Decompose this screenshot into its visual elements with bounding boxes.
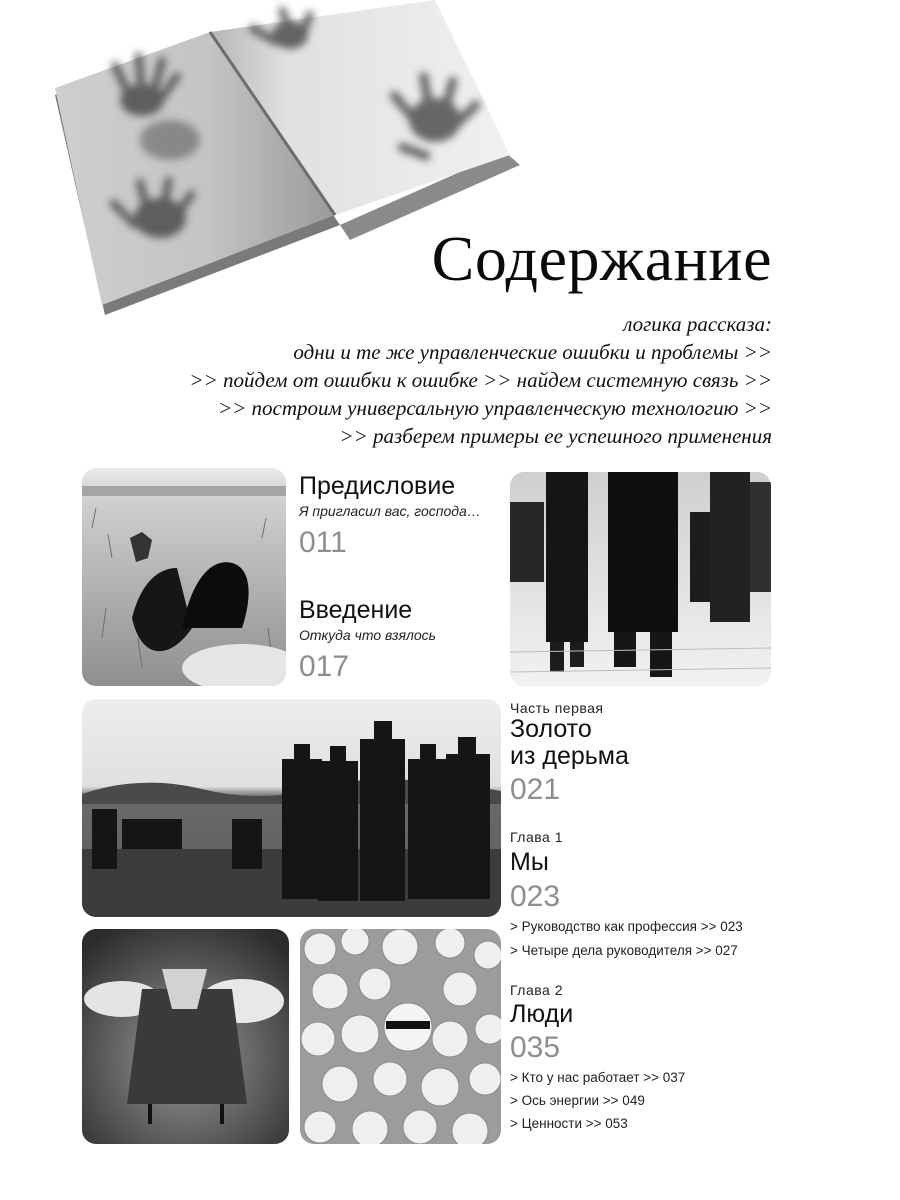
story-logic-line: >> пойдем от ошибки к ошибке >> найдем системную связь >> <box>189 368 772 392</box>
chapter2-label: Глава 2 <box>510 982 563 998</box>
story-logic-line: >> разберем примеры ее успешного применения <box>339 424 772 448</box>
preface-subtitle: Я пригласил вас, господа… <box>299 503 481 519</box>
photo-balls-sunglasses <box>300 929 501 1144</box>
story-logic-line: одни и те же управленческие ошибки и проблемы >> <box>293 340 772 364</box>
chapter2-item: > Ценности >> 053 <box>510 1116 628 1131</box>
intro-title: Введение <box>299 596 413 624</box>
story-logic-line: логика рассказа: <box>623 312 772 336</box>
chapter1-item: > Четыре дела руководителя >> 027 <box>510 943 738 958</box>
chapter2-item: > Ось энергии >> 049 <box>510 1093 645 1108</box>
photo-walking-businessmen <box>510 472 771 686</box>
chapter2-title: Люди <box>510 1000 574 1028</box>
part1-title-line2: из дерьма <box>510 742 629 770</box>
chapter2-item: > Кто у нас работает >> 037 <box>510 1070 686 1085</box>
intro-subtitle: Откуда что взялось <box>299 627 437 643</box>
part1-label: Часть первая <box>510 700 604 716</box>
intro-page: 017 <box>299 650 350 683</box>
photo-cloaked-figure <box>82 929 289 1144</box>
preface-page: 011 <box>299 526 347 559</box>
photo-shoes-grass <box>82 468 286 686</box>
story-logic-line: >> построим универсальную управленческую технологию >> <box>217 396 772 420</box>
chapter1-label: Глава 1 <box>510 829 563 845</box>
chapter1-item: > Руководство как профессия >> 023 <box>510 919 743 934</box>
chapter1-title: Мы <box>510 848 549 876</box>
photo-top-hats-field <box>82 699 501 917</box>
preface-title: Предисловие <box>299 472 456 500</box>
part1-page: 021 <box>510 773 561 806</box>
chapter2-page: 035 <box>510 1031 561 1064</box>
story-logic <box>52 310 772 450</box>
page-title: Содержание <box>431 223 772 294</box>
part1-title-line1: Золото <box>510 715 592 743</box>
chapter1-page: 023 <box>510 880 561 913</box>
